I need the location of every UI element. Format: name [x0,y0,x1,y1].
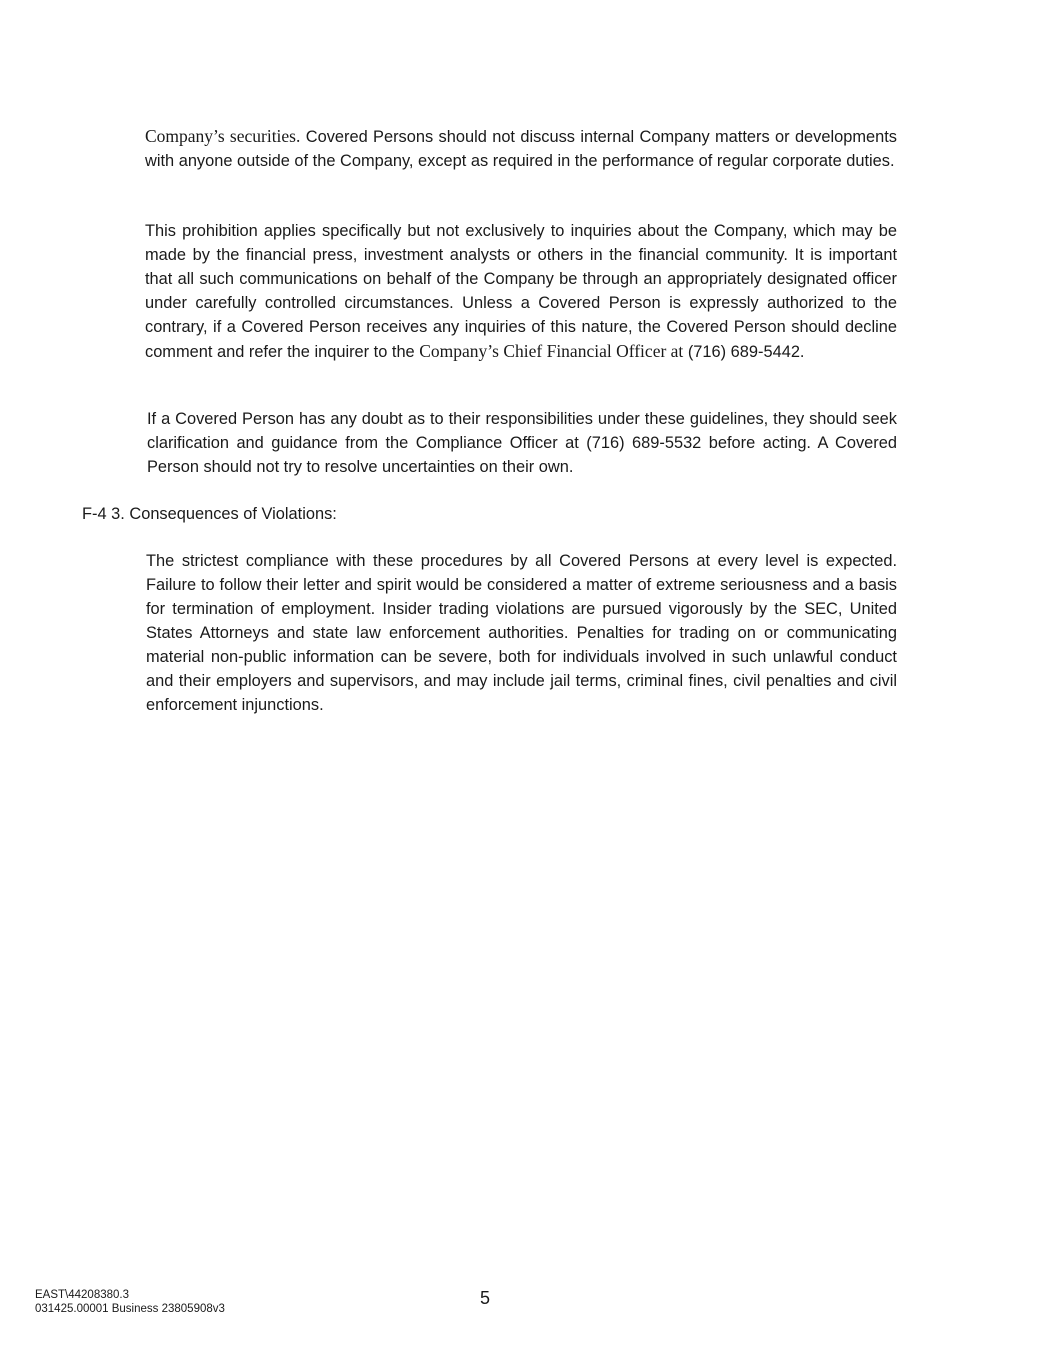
paragraph-phone-text: (716) 689-5442. [683,343,805,361]
paragraph-body-text: This prohibition applies specifically but not exclusively to inquiries about the Company, which may be made by the financial press, investment analysts or others in the financial community. It is important that all such communications on behalf of the Company be through an appropriately designated officer under carefully controlled circumstances. Unless a Covered Person is expressly authorized to the contrary, if a Covered Person receives any inquiries of this nature, the Covered Person should decline comment and refer the inquirer to the [145,222,897,361]
paragraph-lead-serif-text: Company’s securities. [145,126,301,146]
paragraph-body-text: Covered Persons should not discuss internal Company matters or developments with anyone outside of the Company, except as required in the performance of regular corporate duties. [145,128,897,170]
footer-document-id [35,1288,225,1316]
paragraph-compliance-guidance: If a Covered Person has any doubt as to their responsibilities under these guidelines, they should seek clarification and guidance from the Compliance Officer at (716) 689-5532 before acting. A Covered Person should not try to resolve uncertainties on their own. [147,410,897,476]
section-heading-consequences: F-4 3. Consequences of Violations: [82,505,337,523]
paragraph-inquiries-prohibition [145,219,897,364]
paragraph-violations-penalties: The strictest compliance with these procedures by all Covered Persons at every level is expected. Failure to follow their letter and spirit would be considered a matter of extreme seriousness and a basis for termination of employment. Insider trading violations are pursued vigorously by the SEC, United States Attorneys and state law enforcement authorities. Penalties for trading on or communicating material non-public information can be severe, both for individuals involved in such unlawful conduct and their employers and supervisors, and may include jail terms, criminal fines, civil penalties and civil enforcement injunctions. [146,552,897,714]
page-number: 5 [480,1288,491,1308]
footer-doc-id-line-1: EAST\44208380.3 [35,1289,129,1301]
paragraph-serif-text: Company’s Chief Financial Officer at [419,341,684,361]
footer-doc-id-line-2: 031425.00001 Business 23805908v3 [35,1303,225,1315]
paragraph-securities-confidentiality [145,124,897,173]
